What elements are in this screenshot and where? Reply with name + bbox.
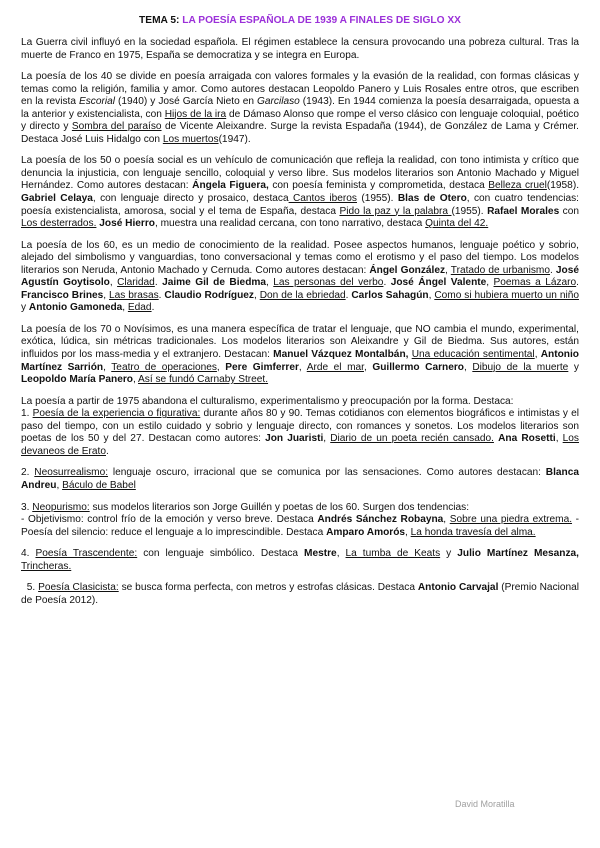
author-name: Francisco Brines: [21, 289, 104, 301]
trend-title: Poesía Clasicista:: [38, 582, 119, 594]
paragraph-poesia-70: La poesía de los 70 o Novísimos, es una manera específica de tratar el lenguaje, que NO cambia el mundo, experimental, exótica, lúdica, sin métricas tradicionales. Los modelos literarios son Aleixandre y Gil de Biedma. Sus autores, están influidos por los mass-media y el extranjero. Destacan: Manuel Vázquez Montalbán, Una educación sentimental, Antonio Martínez Sarrión, Teatro de operaciones, Pere Gimferrer, Arde el mar, Guillermo Carnero, Dibujo de la muerte y Leopoldo María Panero, Así se fundó Carnaby Street.: [21, 323, 579, 386]
author-name: Blanca Andreu: [21, 467, 579, 491]
work-title: Cantos iberos: [288, 193, 357, 205]
work-title: Don de la ebriedad: [259, 289, 346, 301]
trend-title: Poesía de la experiencia o figurativa:: [32, 408, 201, 420]
title-main: LA POESÍA ESPAÑOLA DE 1939 A FINALES DE SIGLO XX: [182, 15, 461, 26]
paragraph-trascendente: 4. Poesía Trascendente: con lenguaje simbólico. Destaca Mestre, La tumba de Keats y Julio Martínez Mesanza, Trincheras.: [21, 548, 579, 572]
author-name: Ángel González: [369, 264, 446, 276]
work-title: Teatro de operaciones: [111, 361, 217, 373]
author-name: Jon Juaristi: [265, 433, 324, 445]
author-name: Carlos Sahagún: [351, 289, 429, 301]
author-name: Leopoldo María Panero: [21, 374, 133, 386]
author-name: Julio Martínez Mesanza,: [457, 548, 579, 560]
author-name: Antonio Martínez Sarrión: [21, 349, 579, 373]
work-title: La tumba de Keats: [345, 548, 441, 560]
work-title: Como si hubiera muerto un niño: [434, 289, 579, 301]
work-title: Diario de un poeta recién cansado.: [330, 433, 494, 445]
paragraph-poesia-50: La poesía de los 50 o poesía social es un vehículo de comunicación que refleja la realidad, con tono intimista y crítico que denuncia la injusticia, con lenguaje sencillo, coloquial y verso libre. Sus modelos literarios son Antonio Machado y Miguel Hernández. Como autores destacan: Ángela Figuera, con poesía feminista y comprometida, destaca Belleza cruel(1958). Gabriel Celaya, con lenguaje directo y prosaico, destaca Cantos iberos (1955). Blas de Otero, con cuatro tendencias: poesía existencialista, amorosa, social y el tema de España, destaca Pido la paz y la palabra (1955). Rafael Morales con Los desterrados. José Hierro, muestra una realidad cercana, con tono narrativo, destaca Quinta del 42.: [21, 155, 580, 230]
work-title: Hijos de la ira: [164, 108, 227, 120]
paragraph-neopurismo: 3. Neopurismo: sus modelos literarios son Jorge Guillén y poetas de los 60. Surgen dos tendencias: - Objetivismo: control frío de la emoción y verso breve. Destaca Andrés Sánchez Robayna, Sobre una piedra extrema. - Poesía del silencio: reduce el lenguaje a lo imprescindible. Destaca Amparo Amorós, La honda travesía del alma.: [21, 501, 579, 538]
paragraph-clasicista: 5. Poesía Clasicista: se busca forma perfecta, con metros y estrofas clásicas. Destaca Antonio Carvajal (Premio Nacional de Poesía 2012).: [21, 582, 580, 606]
work-title: Claridad: [117, 277, 155, 289]
author-name: Gabriel Celaya: [21, 193, 93, 205]
work-title: Los muertos: [162, 133, 219, 145]
work-title: Trincheras.: [21, 560, 72, 572]
work-title: La honda travesía del alma.: [410, 526, 536, 538]
author-name: Guillermo Carnero: [372, 361, 464, 373]
author-name: Antonio Gamoneda: [28, 302, 123, 314]
author-name: Blas de Otero: [397, 193, 467, 205]
author-name: Pere Gimferrer: [225, 361, 299, 373]
work-title: Arde el mar: [306, 361, 364, 373]
work-title: Tratado de urbanismo: [450, 264, 551, 276]
work-title: Dibujo de la muerte: [472, 361, 569, 373]
trend-title: Poesía Trascendente:: [35, 548, 138, 560]
author-name: José Hierro: [99, 218, 155, 230]
page-title: [21, 14, 579, 27]
author-name: Mestre: [304, 548, 337, 560]
author-name: Amparo Amorós: [326, 526, 406, 538]
author-name: José Ángel Valente: [390, 277, 487, 289]
author-name: Ana Rosetti: [498, 433, 556, 445]
author-name: Ángela Figuera,: [192, 180, 269, 192]
author-name: Jaime Gil de Biedma: [162, 277, 267, 289]
paragraph-poesia-1975: La poesía a partir de 1975 abandona el culturalismo, experimentalismo y preocupación por la forma. Destaca: 1. Poesía de la experiencia o figurativa: durante años 80 y 90. Temas cotidianos con elementos biográficos e intimistas y el paso del tiempo, con un estilo cuidado y sobrio y lenguaje directo, con romances y sonetos. Los modelos literarios son poetas de los 50 y del 27. Destacan como autores: Jon Juaristi, Diario de un poeta recién cansado. Ana Rosetti, Los devaneos de Erato.: [21, 395, 579, 457]
trend-title: Neosurrealismo:: [34, 467, 109, 479]
work-title: Poemas a Lázaro: [493, 277, 577, 289]
work-title: Báculo de Babel: [62, 479, 136, 491]
title-prefix: TEMA 5:: [139, 15, 183, 26]
work-title: Los devaneos de Erato: [21, 433, 579, 457]
work-title: Las personas del verbo: [273, 277, 384, 289]
author-name: Manuel Vázquez Montalbán,: [273, 349, 409, 361]
paragraph-neosurrealismo: 2. Neosurrealismo: lenguaje oscuro, irracional que se comunica por las sensaciones. Como autores destacan: Blanca Andreu, Báculo de Babel: [21, 467, 579, 491]
work-title: Las brasas: [109, 289, 159, 301]
paragraph-poesia-40: La poesía de los 40 se divide en poesía arraigada con valores formales y la evasión de la realidad, con formas clásicas y temas como la religión, familia y amor. Como autores destacan Leopoldo Panero y Luis Rosales entre otros, que escriben en la revista Escorial (1940) y José García Nieto en Garcilaso (1943). En 1944 comienza la poesía desarraigada, opuesta a la anterior y existencialista, con Hijos de la ira de Dámaso Alonso que rompe el verso clásico con lenguaje coloquial, poético y directo y Sombra del paraíso de Vicente Aleixandre. Surge la revista Espadaña (1944), de González de Lama y Crémer. Destaca José Luis Hidalgo con Los muertos(1947).: [21, 71, 580, 145]
work-title: Los desterrados.: [21, 218, 97, 230]
trend-title: Neopurismo:: [32, 501, 90, 513]
paragraph-poesia-60: La poesía de los 60, es un medio de conocimiento de la realidad. Posee aspectos humanos, lenguaje poético y sobrio, alejado del simbolismo y vanguardias, tono conversacional y temas como el erotismo y el paso del tiempo. Los modelos literarios son Neruda, Antonio Machado y Cernuda. Como autores destacan: Ángel González, Tratado de urbanismo. José Agustín Goytisolo, Claridad. Jaime Gil de Biedma, Las personas del verbo. José Ángel Valente, Poemas a Lázaro. Francisco Brines, Las brasas. Claudio Rodríguez, Don de la ebriedad. Carlos Sahagún, Como si hubiera muerto un niño y Antonio Gamoneda, Edad.: [21, 239, 579, 314]
author-name: José Agustín Goytisolo: [21, 264, 579, 289]
work-title: Una educación sentimental: [411, 349, 535, 361]
work-title: Belleza cruel: [488, 180, 547, 192]
work-title: Sombra del paraíso: [71, 121, 162, 133]
author-name: Antonio Carvajal: [417, 582, 499, 594]
author-name: Claudio Rodríguez: [164, 289, 254, 301]
footer-author: David Moratilla: [455, 799, 515, 809]
author-name: Rafael Morales: [487, 205, 560, 217]
paragraph-civil-war: La Guerra civil influyó en la sociedad española. El régimen establece la censura provocando una pobreza cultural. Tras la muerte de Franco en 1975, España se democratiza y se integra en Europa.: [21, 37, 579, 61]
work-title: Edad: [127, 302, 152, 314]
work-title: Pido la paz y la palabra: [339, 205, 452, 217]
work-title: Así se fundó Carnaby Street.: [138, 374, 269, 386]
author-name: Andrés Sánchez Robayna: [317, 514, 444, 526]
work-title: Quinta del 42.: [425, 218, 489, 230]
work-title: Sobre una piedra extrema.: [449, 514, 573, 526]
